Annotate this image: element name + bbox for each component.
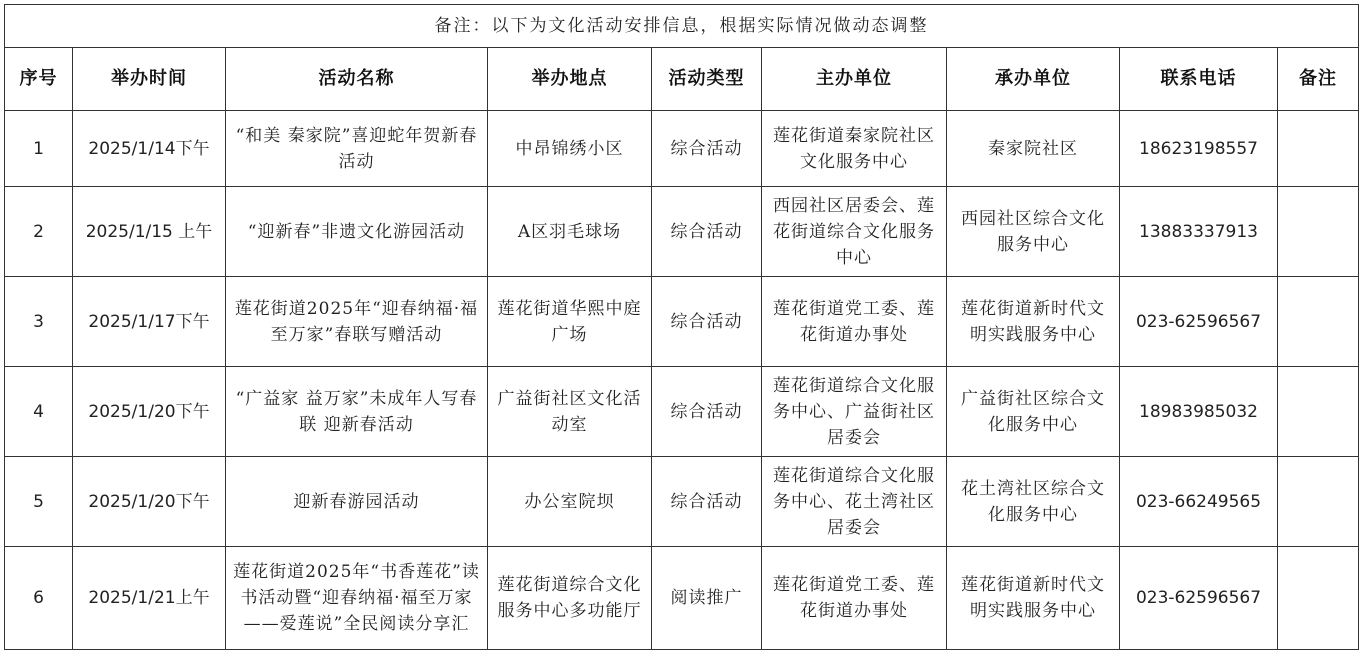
- cell-name: “和美 秦家院”喜迎蛇年贺新春活动: [226, 111, 488, 187]
- cell-time: 2025/1/14下午: [73, 111, 226, 187]
- header-time: 举办时间: [73, 48, 226, 111]
- cell-remark: [1278, 111, 1359, 187]
- cell-phone: 18623198557: [1120, 111, 1278, 187]
- cell-place: 莲花街道华熙中庭广场: [488, 277, 652, 367]
- cell-no: 1: [5, 111, 73, 187]
- header-host: 主办单位: [762, 48, 947, 111]
- cell-organizer: 花土湾社区综合文化服务中心: [947, 457, 1120, 547]
- cell-phone: 13883337913: [1120, 187, 1278, 277]
- cell-host: 莲花街道综合文化服务中心、广益街社区居委会: [762, 367, 947, 457]
- cell-name: “迎新春”非遗文化游园活动: [226, 187, 488, 277]
- cell-time: 2025/1/21上午: [73, 547, 226, 650]
- cell-host: 莲花街道党工委、莲花街道办事处: [762, 547, 947, 650]
- table-row: [5, 187, 1359, 277]
- cell-place: 办公室院坝: [488, 457, 652, 547]
- header-row: [5, 48, 1359, 111]
- cell-host: 莲花街道党工委、莲花街道办事处: [762, 277, 947, 367]
- header-remark: 备注: [1278, 48, 1359, 111]
- cell-name: “广益家 益万家”未成年人写春联 迎新春活动: [226, 367, 488, 457]
- cell-name: 迎新春游园活动: [226, 457, 488, 547]
- activity-schedule-table: [4, 4, 1359, 650]
- header-name: 活动名称: [226, 48, 488, 111]
- cell-type: 综合活动: [652, 457, 762, 547]
- cell-phone: 18983985032: [1120, 367, 1278, 457]
- table-row: [5, 457, 1359, 547]
- cell-name: 莲花街道2025年“迎春纳福·福至万家”春联写赠活动: [226, 277, 488, 367]
- table-row: [5, 111, 1359, 187]
- cell-no: 5: [5, 457, 73, 547]
- cell-type: 综合活动: [652, 367, 762, 457]
- cell-type: 阅读推广: [652, 547, 762, 650]
- cell-remark: [1278, 457, 1359, 547]
- cell-type: 综合活动: [652, 277, 762, 367]
- cell-time: 2025/1/15 上午: [73, 187, 226, 277]
- cell-time: 2025/1/20下午: [73, 457, 226, 547]
- cell-organizer: 莲花街道新时代文明实践服务中心: [947, 277, 1120, 367]
- cell-no: 6: [5, 547, 73, 650]
- cell-remark: [1278, 187, 1359, 277]
- cell-type: 综合活动: [652, 111, 762, 187]
- table-row: [5, 367, 1359, 457]
- cell-phone: 023-66249565: [1120, 457, 1278, 547]
- header-type: 活动类型: [652, 48, 762, 111]
- cell-phone: 023-62596567: [1120, 547, 1278, 650]
- cell-remark: [1278, 367, 1359, 457]
- cell-place: 广益街社区文化活动室: [488, 367, 652, 457]
- cell-host: 莲花街道秦家院社区文化服务中心: [762, 111, 947, 187]
- cell-host: 西园社区居委会、莲花街道综合文化服务中心: [762, 187, 947, 277]
- cell-host: 莲花街道综合文化服务中心、花土湾社区居委会: [762, 457, 947, 547]
- cell-remark: [1278, 277, 1359, 367]
- cell-no: 4: [5, 367, 73, 457]
- table-row: [5, 547, 1359, 650]
- cell-place: 中昂锦绣小区: [488, 111, 652, 187]
- cell-remark: [1278, 547, 1359, 650]
- header-phone: 联系电话: [1120, 48, 1278, 111]
- cell-type: 综合活动: [652, 187, 762, 277]
- cell-no: 2: [5, 187, 73, 277]
- cell-organizer: 莲花街道新时代文明实践服务中心: [947, 547, 1120, 650]
- table-note: 备注：以下为文化活动安排信息，根据实际情况做动态调整: [5, 5, 1359, 48]
- cell-time: 2025/1/17下午: [73, 277, 226, 367]
- note-row: [5, 5, 1359, 48]
- header-organizer: 承办单位: [947, 48, 1120, 111]
- table-row: [5, 277, 1359, 367]
- cell-name: 莲花街道2025年“书香莲花”读书活动暨“迎春纳福·福至万家——爱莲说”全民阅读分享汇: [226, 547, 488, 650]
- cell-time: 2025/1/20下午: [73, 367, 226, 457]
- header-no: 序号: [5, 48, 73, 111]
- cell-place: A区羽毛球场: [488, 187, 652, 277]
- cell-place: 莲花街道综合文化服务中心多功能厅: [488, 547, 652, 650]
- cell-organizer: 西园社区综合文化服务中心: [947, 187, 1120, 277]
- cell-organizer: 广益街社区综合文化服务中心: [947, 367, 1120, 457]
- cell-organizer: 秦家院社区: [947, 111, 1120, 187]
- cell-phone: 023-62596567: [1120, 277, 1278, 367]
- cell-no: 3: [5, 277, 73, 367]
- header-place: 举办地点: [488, 48, 652, 111]
